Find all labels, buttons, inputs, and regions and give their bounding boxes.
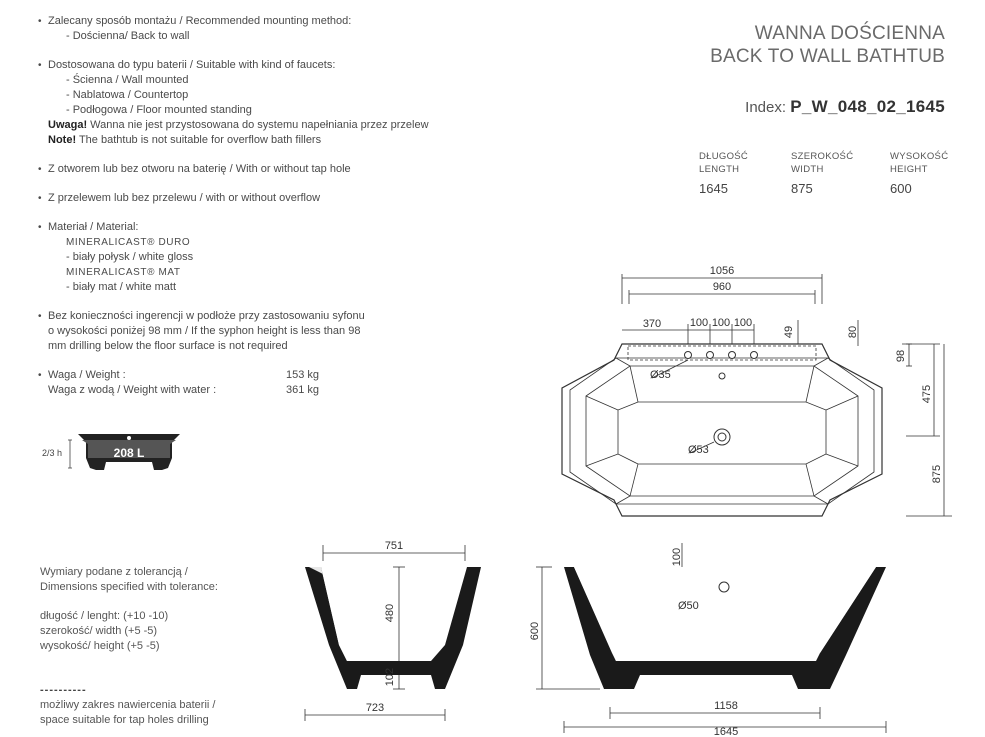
index-value: P_W_048_02_1645 [790,97,945,116]
syphon-info: • Bez konieczności ingerencji w podłoże przy zastosowaniu syfonu [38,309,598,324]
capacity-icon [38,428,188,478]
drilling-line-2: space suitable for tap holes drilling [40,714,209,726]
length-value: 1645 [699,181,728,196]
dim-49: 49 [783,325,795,339]
dim-1056: 1056 [709,265,735,277]
dim-d53: Ø53 [688,444,709,456]
product-title [710,22,945,68]
drilling-line-1: możliwy zakres nawiercenia baterii / [40,699,216,711]
tap-hole-info: • Z otworem lub bez otworu na baterię / With or without tap hole [38,162,598,177]
mounting-value: - Dościenna/ Back to wall [66,30,190,42]
drilling-dash-sample: ---------- [40,684,87,696]
height-header-en: HEIGHT [890,164,928,175]
material-mat-finish: - biały mat / white matt [66,281,177,293]
dim-102: 102 [384,667,396,687]
side-view-drawing [295,535,490,735]
dim-370: 370 [642,318,662,330]
dim-d50: Ø50 [678,600,699,612]
width-value: 875 [791,181,813,196]
syphon-info-2: o wysokości poniżej 98 mm / If the syphon height is less than 98 [48,325,361,337]
tolerance-length: długość / lenght: (+10 -10) [40,610,169,622]
dim-480: 480 [384,603,396,623]
dim-80: 80 [847,325,859,339]
dim-875: 875 [931,464,943,484]
warning-en: Note! The bathtub is not suitable for overflow bath fillers [48,134,322,146]
top-view-drawing [540,260,960,522]
tolerance-height: wysokość/ height (+5 -5) [40,640,160,652]
title-en: BACK TO WALL BATHTUB [710,46,945,67]
dim-751: 751 [384,540,404,552]
faucet-option: - Ścienna / Wall mounted [66,74,189,86]
dim-723: 723 [365,702,385,714]
warning-pl: Uwaga! Wanna nie jest przystosowana do systemu napełniania przez przelew [48,119,429,131]
length-header-pl: DŁUGOŚĆ [699,151,749,162]
weight-row: • Waga / Weight : 153 kg [38,368,598,383]
length-header-en: LENGTH [699,164,740,175]
mounting-label: • Zalecany sposób montażu / Recommended mounting method: [38,14,598,29]
width-header-pl: SZEROKOŚĆ [791,151,854,162]
material-label: • Materiał / Material: [38,220,598,235]
fill-level-label: 2/3 h [42,448,63,458]
faucet-option: - Nablatowa / Countertop [66,89,189,101]
tolerance-width: szerokość/ width (+5 -5) [40,625,158,637]
dim-100: 100 [671,547,683,567]
dim-100: 100 [711,317,731,329]
material-mat: MINERALICAST® MAT [66,267,181,278]
material-duro-finish: - biały połysk / white gloss [66,251,194,263]
dim-100: 100 [733,317,753,329]
tolerance-line-1: Wymiary podane z tolerancją / [40,566,188,578]
dim-100: 100 [689,317,709,329]
syphon-info-3: mm drilling below the floor surface is not required [48,340,288,352]
dim-475: 475 [921,384,933,404]
height-value: 600 [890,181,912,196]
dim-960: 960 [712,281,732,293]
tolerance-block [40,565,218,654]
product-index [745,97,945,117]
tolerance-line-2: Dimensions specified with tolerance: [40,581,218,593]
weight-water-row: Waga z wodą / Weight with water : 361 kg [48,384,320,396]
dim-d35: Ø35 [650,369,671,381]
material-duro: MINERALICAST® DURO [66,237,191,248]
capacity-volume: 208 L [113,446,145,460]
width-header-en: WIDTH [791,164,824,175]
dim-98: 98 [895,349,907,363]
faucet-option: - Podłogowa / Floor mounted standing [66,104,252,116]
dim-1158: 1158 [714,700,738,712]
drilling-legend [40,683,215,728]
overflow-info: • Z przelewem lub bez przelewu / with or without overflow [38,191,598,206]
title-pl: WANNA DOŚCIENNA [754,23,945,44]
dim-1645: 1645 [713,726,739,737]
faucets-label: • Dostosowana do typu baterii / Suitable with kind of faucets: [38,58,598,73]
index-label: Index: [745,99,787,116]
specification-list [38,14,598,398]
front-view-drawing [520,535,900,737]
height-header-pl: WYSOKOŚĆ [890,151,949,162]
dim-600: 600 [529,621,541,641]
